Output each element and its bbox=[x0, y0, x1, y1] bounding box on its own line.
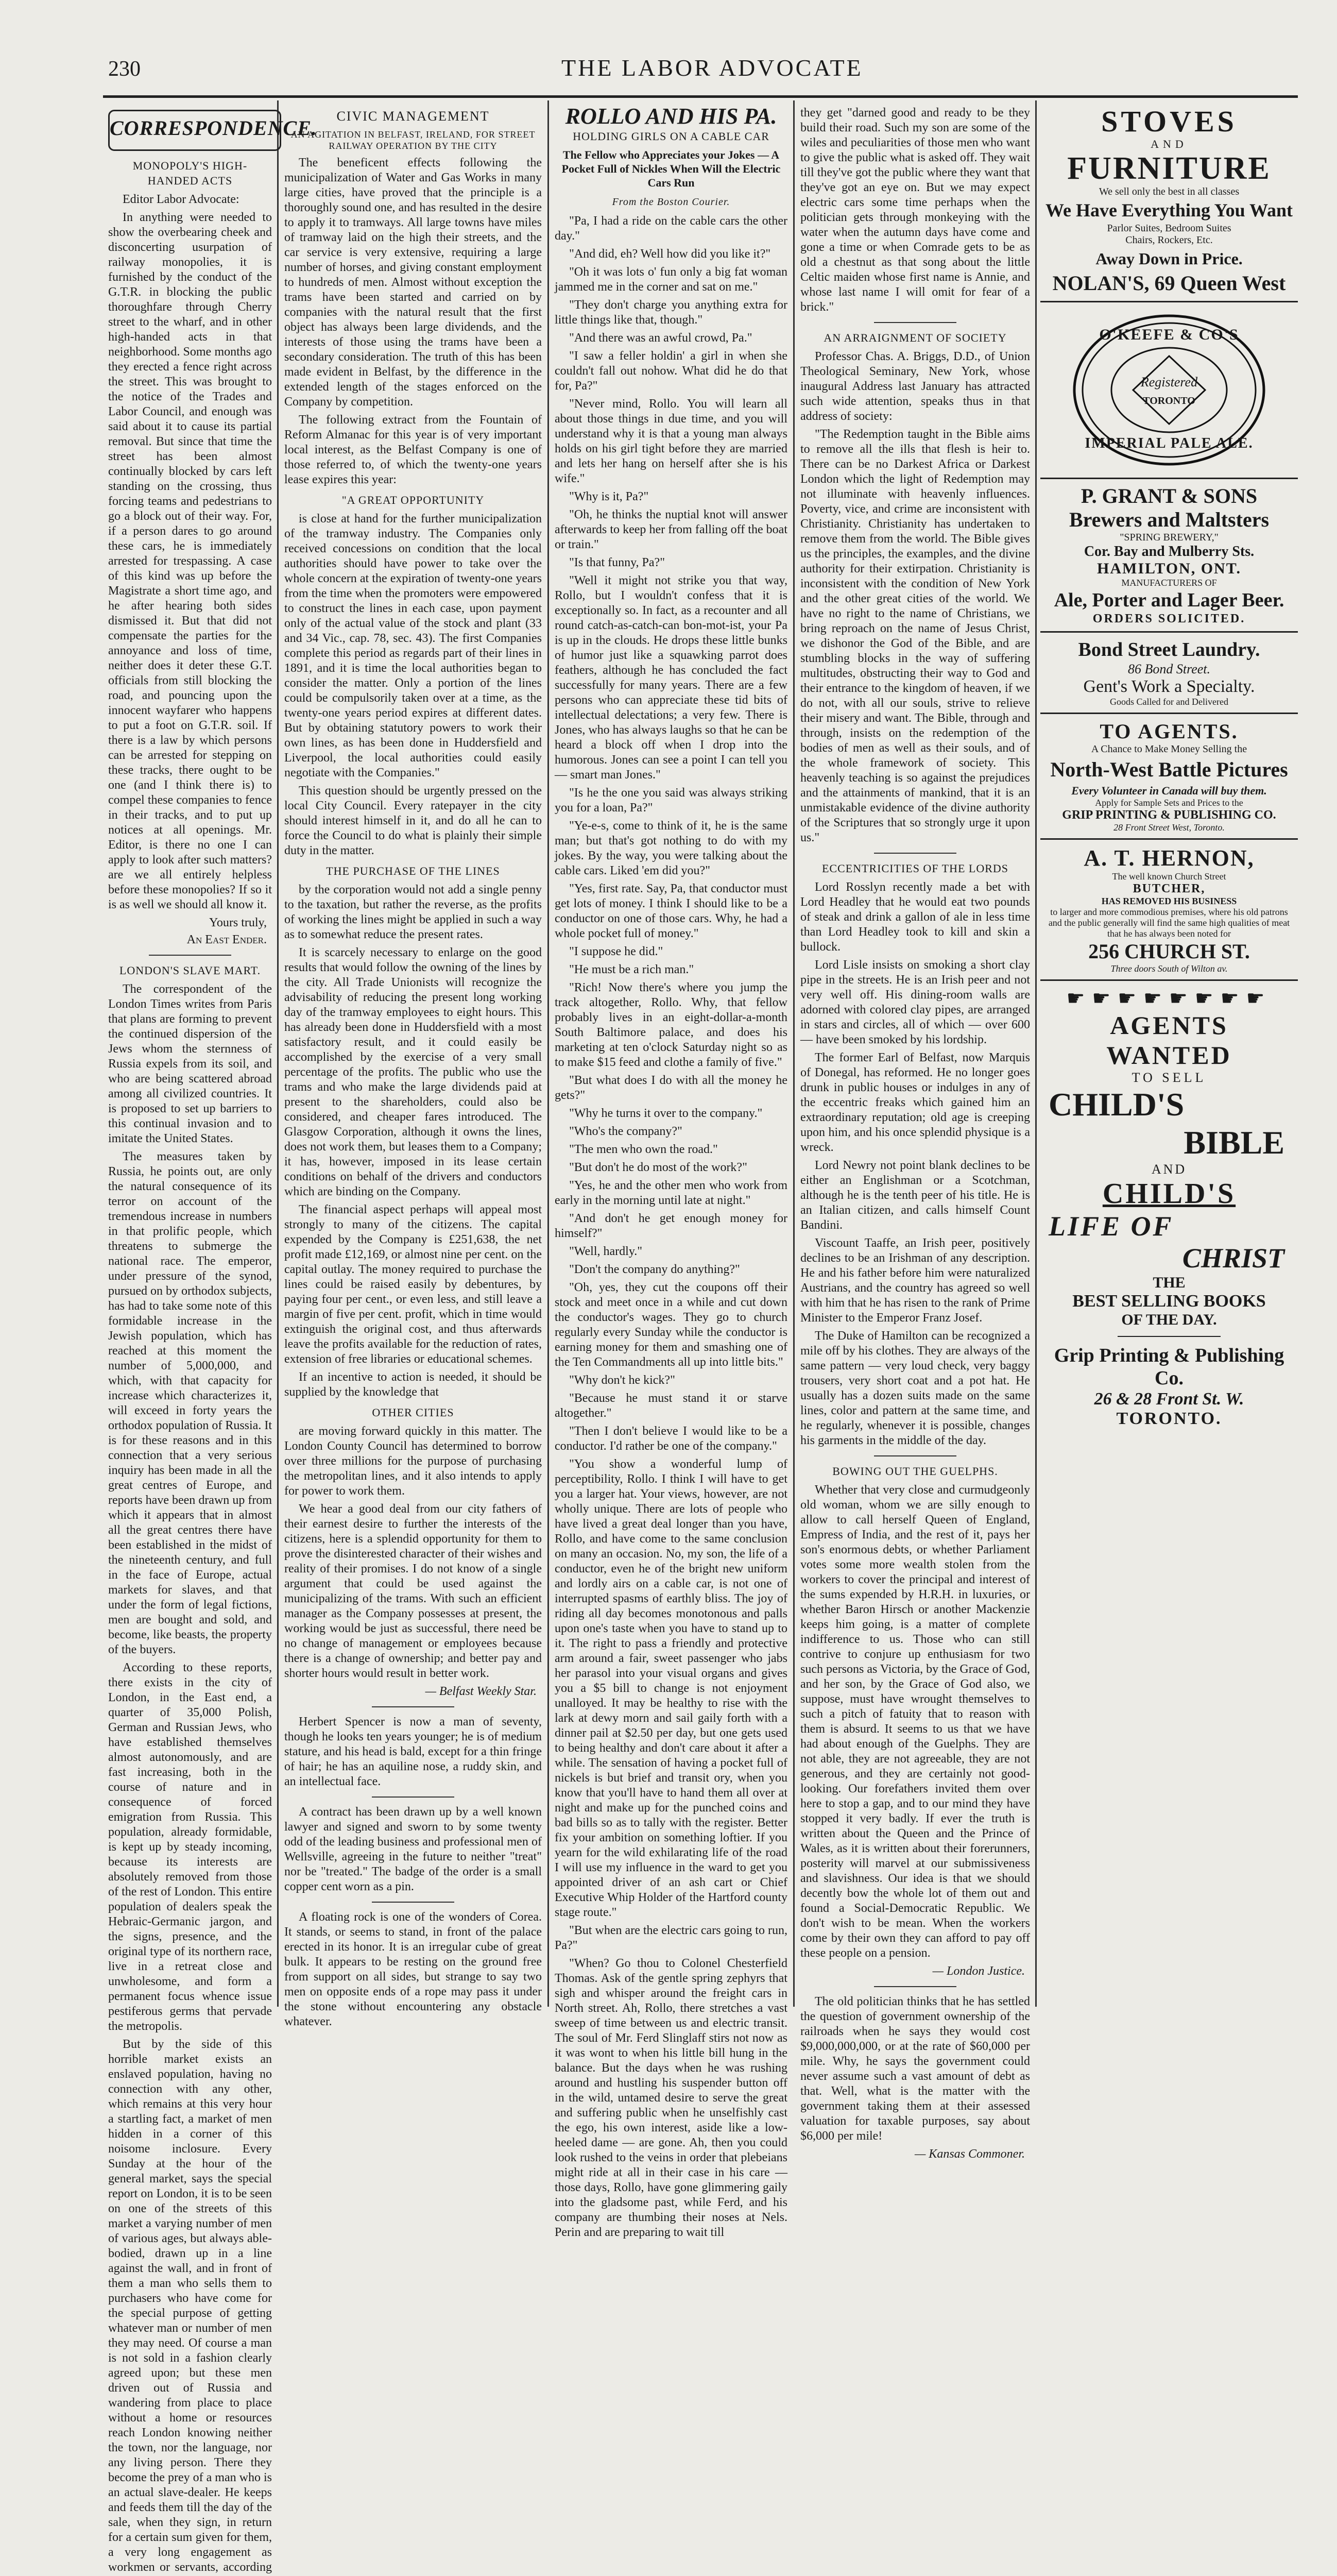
dialogue-line: "Oh, yes, they cut the coupons off their stock and meet once in a while and cut down the conductor's wages. They go to church regularly every Sunday while the conductor is earning money for them and smashing one of the Ten Commandments all up into little bits." bbox=[555, 1281, 787, 1369]
ad-address: Cor. Bay and Mulberry Sts. bbox=[1084, 544, 1255, 560]
dialogue-line: "Then I don't believe I would like to be a conductor. I'd rather be one of the company." bbox=[555, 1425, 787, 1453]
article-paragraph: The correspondent of the London Times writes from Paris that plans are forming to prevent the continued dispersion of the Jews whom the sternness of Russia expels from its soil, and who are being scattered abroad among all civilized countries. It is proposed to set up barriers to this continual invasion and to imitate the United States. bbox=[108, 982, 272, 1145]
dialogue-line: "And there was an awful crowd, Pa." bbox=[569, 331, 752, 345]
article-paragraph: A floating rock is one of the wonders of Corea. It stands, or seems to stand, in front of the palace erected in its honor. It is an irregular cube of great bulk. It appears to be resting on the ground free from support on all sides, but strange to say two men on opposite ends of a rope may pass it under the stone without encountering any obstacle whatever. bbox=[284, 1910, 542, 2028]
correspondence-logo: CORRESPONDENCE. bbox=[108, 110, 281, 151]
seal-text-middle: Registered bbox=[1140, 375, 1198, 389]
ad-text: AND bbox=[1151, 1162, 1187, 1177]
article-title: BOWING OUT THE GUELPHS. bbox=[832, 1465, 998, 1478]
ad-text: Chairs, Rockers, Etc. bbox=[1125, 234, 1213, 246]
ad-address: 28 Front Street West, Toronto. bbox=[1113, 822, 1225, 833]
ad-headline: Brewers and Maltsters bbox=[1069, 508, 1270, 531]
salutation: Editor Labor Advocate: bbox=[123, 193, 239, 206]
ad-headline: AGENTS WANTED bbox=[1106, 1011, 1232, 1070]
article-deck: The Fellow who Appreciates your Jokes — A Pocket Full of Nickles When Will the Electric Cars Run bbox=[561, 148, 781, 189]
column-2 bbox=[284, 106, 542, 2028]
page-header bbox=[108, 54, 1298, 85]
ad-text: to larger and more commodious premises, where his old patrons and the public generally will find the same high qualities of meat that he has always been noted for bbox=[1048, 907, 1290, 939]
article-source: — Kansas Commoner. bbox=[914, 2147, 1025, 2161]
column-3 bbox=[555, 104, 787, 2239]
ad-headline: TO AGENTS. bbox=[1100, 720, 1239, 743]
ad-text: "SPRING BREWERY," bbox=[1120, 532, 1219, 543]
dialogue-line: "And did, eh? Well how did you like it?" bbox=[569, 247, 771, 261]
article-paragraph: they get "darned good and ready to be they build their road. Such my son are some of the wiles and peculiarities of those men who want to give the public what is asked off. They wait till they've got the public where they want that they've got an eye on. But we may expect electric cars some time perhaps when the politician gets through monkeying with the water when the autumn days have come and gone a time or when Comrade gets to be as old a chestnut as that song about the little Celtic maiden whose first name is Annie, and whose last name I will omit for fear of a brick." bbox=[800, 106, 1030, 314]
ad-text: Parlor Suites, Bedroom Suites bbox=[1107, 223, 1231, 234]
column-divider bbox=[1035, 100, 1037, 2007]
ad-city: HAMILTON, ONT. bbox=[1097, 560, 1241, 577]
column-1 bbox=[108, 106, 317, 2574]
ad-stoves-furniture bbox=[1040, 100, 1298, 302]
dialogue-line: "Well, hardly." bbox=[569, 1245, 643, 1258]
article-subhead: "A GREAT OPPORTUNITY bbox=[341, 494, 485, 506]
ad-text: ORDERS SOLICITED. bbox=[1092, 612, 1246, 625]
header-rule bbox=[103, 95, 1298, 98]
dialogue-line: "But what does I do with all the money he gets?" bbox=[555, 1074, 787, 1102]
column-divider bbox=[277, 100, 279, 2007]
dialogue-line: "I saw a feller holdin' a girl in when she couldn't fall out nohow. What did he do that for, Pa?" bbox=[555, 349, 787, 393]
ad-okeefe-ale bbox=[1040, 302, 1298, 479]
dialogue-line: "Why is it, Pa?" bbox=[569, 490, 649, 503]
ad-headline: CHILD'S bbox=[1102, 1178, 1236, 1210]
dialogue-line: "The men who own the road." bbox=[569, 1143, 718, 1156]
dialogue-line: "Yes, first rate. Say, Pa, that conductor must get lots of money. I think I should like to be a conductor on one of those cars. Why, he had a whole pocket full of money." bbox=[555, 882, 787, 940]
dialogue-line: "Oh it was lots o' fun only a big fat woman jammed me in the corner and sat on me." bbox=[555, 265, 787, 294]
article-paragraph: Viscount Taaffe, an Irish peer, positively declines to be an Irishman of any description. He and his father before him were naturalized Austrians, and the country has agreed so well with him that he has risen to the rank of Prime Minister to the Emperor Franz Josef. bbox=[800, 1236, 1030, 1325]
divider bbox=[874, 1986, 956, 1987]
dialogue-line: "He must be a rich man." bbox=[569, 963, 694, 976]
dialogue-line: "You show a wonderful lump of perceptibility, Rollo. I think I will have to get you a larger hat. Your views, however, are not wholly unique. There are lots of people who have lived a great deal longer than you have, Rollo, and have come to the same conclusion on many an occasion. No, my son, the life of a conductor, even he of the bright new uniform and lordly airs on a cable car, is not one of interrupted spasms of earthly bliss. The joy of riding all day becomes monotonous and palls upon one's taste when you have to stand up to it. The right to pass a friendly and protective arm around a fair, sweet passenger who jabs her parasol into your visual organs and gives you a $5 bill to change is not enjoyment unalloyed. It may be healthy to rise with the lark at dewy morn and sail gaily forth with a dinner pail at $2.50 per day, but one gets used to being healthy and don't care about it after a while. The sensation of having a pocket full of nickels is but brief and transit ory, when you know that you'll have to hand them all over at night and make up for the punched coins and bad bills so as to tally with the register. Better fix your ambition on something loftier. If you yearn for the wild exhilarating life of the road I will use my influence in the ward to get you appointed driver of an ash cart or Chief Executive Whip Holder of the Hartford county stage route." bbox=[555, 1458, 787, 1919]
ad-bond-laundry bbox=[1040, 633, 1298, 714]
seal-text-bottom: IMPERIAL PALE ALE. bbox=[1085, 435, 1254, 451]
article-paragraph: Professor Chas. A. Briggs, D.D., of Union Theological Seminary, New York, whose inaugural Address last January has attracted such wide attention, speaks thus in that address of society: bbox=[800, 350, 1030, 423]
ad-text: The well known Church Street bbox=[1112, 871, 1226, 882]
dialogue-line: "When? Go thou to Colonel Chesterfield Thomas. Ask of the gentle spring zephyrs that sigh and whisper around the freight cars in North street. Ah, Rollo, there stretches a vast sweep of time between us and electric transit. The soul of Mr. Ferd Slinglaff stirs not now as it was wont to when his little bill hung in the balance. But the days when he was rushing around and hustling his suspender button off in the wild, untamed desire to serve the great and suffering public when he unselfishly cast the ego, his own interest, aside like a low-heeled dame — are gone. Ah, then you could look rushed to the veins in order that plebeians might ride at all in their case in his care — those days, Rollo, have gone glimmering gaily into the gladsome past, while Ferd, and his company are thumbing their noses at Nels. Perin and are preparing to wait till bbox=[555, 1957, 787, 2239]
article-subhead: THE PURCHASE OF THE LINES bbox=[326, 865, 500, 877]
article-paragraph: The Duke of Hamilton can be recognized a mile off by his clothes. They are always of the same pattern — very loud check, very baggy trousers, very short coat and a pot hat. He usually has a dozen suits made on the same lines, color and pattern at the same time, and he regularly, whenever it is possible, changes his garments in the middle of the day. bbox=[800, 1329, 1030, 1447]
ad-text: A Chance to Make Money Selling the bbox=[1091, 743, 1247, 755]
divider bbox=[149, 955, 231, 956]
article-title: ROLLO AND HIS PA. bbox=[565, 104, 777, 129]
ad-text: TO SELL bbox=[1132, 1070, 1207, 1085]
signature-closing: Yours truly, bbox=[209, 916, 267, 929]
ad-company: Grip Printing & Publishing Co. bbox=[1054, 1345, 1284, 1389]
ad-headline: BIBLE bbox=[1184, 1124, 1284, 1161]
advertisements-column bbox=[1040, 100, 1298, 2007]
dialogue-line: "But when are the electric cars going to run, Pa?" bbox=[555, 1924, 787, 1952]
article-deck: AN AGITATION IN BELFAST, IRELAND, FOR STREET RAILWAY OPERATION BY THE CITY bbox=[290, 129, 536, 151]
ad-hernon-butcher bbox=[1040, 840, 1298, 981]
article-paragraph: If an incentive to action is needed, it should be supplied by the knowledge that bbox=[284, 1370, 542, 1399]
dialogue-line: "Oh, he thinks the nuptial knot will answer afterwards to keep her from falling off the boat or train." bbox=[555, 508, 787, 551]
dialogue-line: "Who's the company?" bbox=[569, 1125, 682, 1138]
dialogue-line: "Why he turns it over to the company." bbox=[569, 1107, 763, 1120]
article-paragraph: The measures taken by Russia, he points out, are only the natural consequence of its terror on account of the tremendous increase in numbers in that prolific people, which threatens to submerge the national race. The emperor, under pressure of the synod, pursued on by orthodox subjects, has had to take some note of this formidable increase in the Jewish population, which has reached at this moment the number of 5,000,000, and which, with that capacity for increase which characterizes it, will exceed in forty years the orthodox population of Russia. It is for these reasons and in this connection that a very serious inquiry has been made in all the great centres of Europe, and reports have been drawn up from which it appears that in almost all the great centres there have been established in the midst of the nineteenth century, and full in the face of Europe, actual markets for slaves, and that under the form of legal fictions, men are bought and sold, and become, like beasts, the property of the buyers. bbox=[108, 1150, 272, 1656]
divider bbox=[1118, 1336, 1221, 1337]
ad-text: MANUFACTURERS OF bbox=[1121, 578, 1217, 588]
ad-text: Apply for Sample Sets and Prices to the bbox=[1095, 798, 1243, 808]
article-title: LONDON'S SLAVE MART. bbox=[119, 964, 261, 977]
dialogue-line: "But don't he do most of the work?" bbox=[569, 1161, 747, 1174]
article-paragraph: It is scarcely necessary to enlarge on the good results that would follow the owning of the lines by the city. All Trade Unionists will recognize the advisability of reducing the present long working day of the tramway employees to eight hours. This has already been done in Huddersfield with a most satisfactory result, and it could easily be accomplished by the exercise of a very small percentage of the profits. The public who use the trams and who make the large dividends paid at present to the shareholders, could also be considered, and cheaper fares introduced. The Glasgow Corporation, although it owns the lines, does not work them, but leases them to a Company; it has, however, imposed in its lease certain conditions on behalf of the drivers and conductors which are binding on the Company. bbox=[284, 946, 542, 1198]
article-source: — London Justice. bbox=[932, 1964, 1025, 1978]
article-source: — Belfast Weekly Star. bbox=[425, 1685, 537, 1698]
ad-text: BUTCHER, bbox=[1133, 882, 1206, 895]
ad-text: THE bbox=[1153, 1274, 1186, 1291]
ad-address: NOLAN'S, 69 Queen West bbox=[1052, 272, 1286, 295]
ad-text: We sell only the best in all classes bbox=[1099, 186, 1240, 197]
divider bbox=[372, 1902, 454, 1903]
ad-headline: CHILD'S bbox=[1049, 1086, 1185, 1123]
article-paragraph: The following extract from the Fountain of Reform Almanac for this year is of very important local interest, as the Belfast Company is one of those referred to, of which the twenty-one years lease expires this year: bbox=[284, 413, 542, 486]
seal-text-top: O'KEEFE & CO'S bbox=[1099, 326, 1239, 343]
article-paragraph: The former Earl of Belfast, now Marquis of Donegal, has reformed. He no longer goes drunk in public houses or indulges in any of the eccentric freaks which gained him an extraordinary reputation; old age is creeping upon him, and his once splendid physique is a wreck. bbox=[800, 1051, 1030, 1154]
article-paragraph: The financial aspect perhaps will appeal most strongly to many of the citizens. The capital expended by the Company is £251,638, the net profit made £12,169, or almost nine per cent. on the capital outlay. The money required to purchase the lines could be raised easily by debentures, by paying four per cent., or even less, and still leave a margin of five per cent. profit, which in time would extinguish the original cost, and thus afterwards leave the profits available for the reduction of rates, extension of free libraries or educational schemes. bbox=[284, 1203, 542, 1366]
article-paragraph: In anything were needed to show the overbearing cheek and disconcerting usurpation of railway monopolies, it is furnished by the conduct of the G.T.R. in blocking the public thoroughfare through Cherry street to the wharf, and in other high-handed acts in that neighborhood. Some months ago they erected a fence right across the street. This was brought to the notice of the Trades and Labor Council, and enough was said about it to cause its partial removal. But since that time the street has been almost continually blocked by cars left standing on the crossing, thus forcing teams and pedestrians to go a block out of their way. For, if a person dares to go around these cars, he is immediately arrested for trespassing. A case of this kind was up before the Magistrate a short time ago, and he after hearing both sides dismissed it. But that did not compensate the parties for the annoyance and loss of time, neither does it deter these G.T. officials from still blocking the road, and pouncing upon the innocent wayfarer who happens to put a foot on G.T.R. soil. If there is a law by which persons can be arrested for stepping on these tracks, there ought to be one (and I think there is) to compel these companies to fence in their tracks, and to put up notices at all openings. Mr. Editor, is there no one I can apply to look after such matters? are we all entirely helpless before these monopolies? If so it is as well we should all know it. bbox=[108, 211, 272, 911]
ad-headline: STOVES bbox=[1101, 105, 1237, 138]
article-title: ECCENTRICITIES OF THE LORDS bbox=[821, 862, 1009, 875]
dialogue-line: "Yes, he and the other men who work from early in the morning until late at night." bbox=[555, 1179, 787, 1207]
ad-headline: CHRIST bbox=[1182, 1243, 1284, 1274]
ad-company: GRIP PRINTING & PUBLISHING CO. bbox=[1062, 808, 1276, 822]
article-source: From the Boston Courier. bbox=[612, 196, 730, 208]
ad-text: HAS REMOVED HIS BUSINESS bbox=[1101, 896, 1237, 906]
dialogue-line: "Is that funny, Pa?" bbox=[569, 556, 665, 569]
dialogue-line: "Ye-e-s, come to think of it, he is the same man; but that's got nothing to do with my jokes. By the way, you were talking about the cable cars. Liked 'em did you?" bbox=[555, 819, 787, 877]
article-paragraph: We hear a good deal from our city fathers of their earnest desire to further the interests of the citizens, here is a splendid opportunity for them to prove the disinterested character of their wishes and reality of their promises. I do not know of a single argument that could be used against the municipalizing of the trams. With such an efficient manager as the Company possesses at present, the working would be just as successful, there need be no change of management or employees because there is a change of ownership; and better pay and shorter hours would result in better work. bbox=[284, 1502, 542, 1680]
page-number: 230 bbox=[108, 57, 141, 81]
article-paragraph: Whether that very close and curmudgeonly old woman, whom we are silly enough to allow to call herself Queen of England, Empress of India, and the rest of it, pays her son's enormous debts, or whether Parliament votes some more wealth stolen from the workers to cover the principal and interest of the sums expended by H.R.H. in luxuries, or whether Baron Hirsch or another Mackenzie keeps him going, is a matter of complete indifference to us. Those who can still contrive to conjure up enthusiasm for two such persons as Victoria, by the Grace of God, and her son, by the Grace of God also, we suppose, must have wrought themselves to such a pitch of fatuity that to reason with them is absurd. It seems to us that we have had about enough of the Guelphs. They are not able, they are not agreeable, they are not generous, and they are certainly not good-looking. Our forefathers invited them over here to stop a gap, and to our mind they have stopped it very badly. If ever the truth is written about the Queen and the Prince of Wales, as it is written about their forerunners, posterity will marvel at our submissiveness and slavishness. Our idea is that we should decently bow the whole lot of them out and found a Social-Democratic Republic. We don't wish to be mean. When the workers come by their own they can afford to pay off these people on a pension. bbox=[800, 1483, 1030, 1960]
article-paragraph: This question should be urgently pressed on the local City Council. Every ratepayer in the city should interest himself in it, and do all he can to force the Council to do what is plainly their simple duty in the matter. bbox=[284, 784, 542, 857]
divider bbox=[874, 853, 956, 854]
article-paragraph: The old politician thinks that he has settled the question of government ownership of the railroads when he says they would cost $9,000,000,000, or at the rate of $60,000 per mile. Why, he says the government could never assume such a vast amount of debt as that. Well, what is the matter with the government taking them at their assessed valuation for taxable purposes, say about $6,000 per mile! bbox=[800, 1995, 1030, 2143]
article-paragraph: But by the side of this horrible market exists an enslaved population, having no connection with any other, which remains at this very hour a startling fact, a market of men hidden in a corner of this noisome inclosure. Every Sunday at the hour of the general market, says the special report on London, it is to be seen on one of the streets of this market a varying number of men of various ages, but always able-bodied, drawn up in a line against the wall, and in front of them a man who sells them to purchasers who have come for the special purpose of getting whatever man or number of men they may need. Of course a man is not sold in a fashion clearly agreed upon; but these men driven out of Russia and wandering from place to place without a home or resources reach London knowing neither the town, nor the language, nor any living person. There they become the prey of a man who is an actual slave-dealer. He keeps and feeds them till the day of the sale, when they sign, in return for a certain sum given for them, a very long engagement as workmen or servants, according bbox=[108, 2038, 272, 2574]
dialogue-line: "Don't the company do anything?" bbox=[569, 1263, 740, 1276]
ad-childs-bible bbox=[1040, 981, 1298, 1434]
ad-tagline: OF THE DAY. bbox=[1121, 1311, 1217, 1328]
dialogue-line: "Why don't he kick?" bbox=[569, 1374, 675, 1387]
ad-tagline: Gent's Work a Specialty. bbox=[1083, 677, 1255, 696]
article-title: MONOPOLY'S HIGH-HANDED ACTS bbox=[132, 159, 248, 187]
ad-tagline: BEST SELLING BOOKS bbox=[1072, 1292, 1266, 1311]
article-title: AN ARRAIGNMENT OF SOCIETY bbox=[824, 331, 1007, 344]
divider bbox=[372, 1797, 454, 1798]
ad-headline: Ale, Porter and Lager Beer. bbox=[1054, 589, 1284, 611]
article-paragraph: "The Redemption taught in the Bible aims to remove all the ills that flesh is heir to. There can be no Darkest Africa or Darkest London which the light of Redemption may not illuminate with heavenly influences. Poverty, vice, and crime are inconsistent with Christianity. Christianity has undertaken to remove them from the world. The Bible gives us the principles, the examples, and the divine authority for their extirpation. Christianity is inconsistent with the condition of New York and the other great cities of the world. We have no right to the name of Christians, we bring reproach on the name of Jesus Christ, we dishonor the God of the Bible, and are stumbling blocks in the way of suffering multitudes, obstructing their way to God and their entrance to the kingdom of heaven, if we do not, with all our souls, strive to relieve their misery and want. The Bible, through and through, insists on the redemption of the bodies of men as well as their souls, and of the whole framework of society. This heavenly teaching is so against the prejudices and the attainments of mankind, that it is an unmistakable evidence of the divine authority of the Scriptures that so strongly urge it upon us." bbox=[800, 428, 1030, 844]
column-4 bbox=[800, 106, 1030, 2161]
signature-name: An East Ender. bbox=[186, 933, 267, 946]
divider bbox=[372, 1706, 454, 1707]
dialogue-line: "Well it might not strike you that way, Rollo, but I wouldn't confess that it is exceptionally so. In fact, as a recounter and all round catch-as-catch-can bon-mot-ist, your Pa is up in the clouds. He drops these little bunks of humor just like a squawking parrot does feathers, although he has concluded the fact successfully for many years. There are a few persons who can appreciate these tid bits of intellectual delectations; a very few. There is Jones, who has always laughs so that he can be heard a block off when I drop into the humorous. Jones can see a point I can tell you — smart man Jones." bbox=[555, 574, 787, 782]
divider bbox=[874, 1455, 956, 1456]
article-deck: HOLDING GIRLS ON A CABLE CAR bbox=[573, 130, 769, 143]
dialogue-line: "Pa, I had a ride on the cable cars the other day." bbox=[555, 214, 787, 243]
ad-tagline: We Have Everything You Want bbox=[1045, 200, 1293, 221]
ad-address: 26 & 28 Front St. W. bbox=[1094, 1389, 1244, 1409]
ad-tagline: Every Volunteer in Canada will buy them. bbox=[1071, 784, 1267, 797]
ad-tagline: Away Down in Price. bbox=[1095, 249, 1243, 268]
dialogue-line: "And don't he get enough money for himself?" bbox=[555, 1212, 787, 1240]
article-paragraph: According to these reports, there exists in the city of London, in the East end, a quarter of 35,000 Polish, German and Russian Jews, who have established themselves almost autonomously, and are fast increasing, both in the course of nature and in consequence of forced emigration from Russia. This population, already formidable, is kept up by steady incoming, because its interests are absolutely removed from those of the rest of London. This entire population of dealers speak the Hebraic-Germanic jargon, and the signs, presence, and the original type of its northern race, live in a retreat close and unwholesome, and form a permanent focus whence issue pestiferous germs that pervade the metropolis. bbox=[108, 1661, 272, 2033]
article-paragraph: A contract has been drawn up by a well known lawyer and signed and sworn to by some twenty odd of the leading business and professional men of Wellsville, agreeing in the future to neither "treat" nor be "treated." The badge of the order is a small copper cent worn as a pin. bbox=[284, 1805, 542, 1893]
article-paragraph: are moving forward quickly in this matter. The London County Council has determined to borrow over three millions for the purpose of purchasing the metropolitan lines, and it also intends to apply for power to work them. bbox=[284, 1425, 542, 1498]
article-title: CIVIC MANAGEMENT bbox=[336, 109, 490, 124]
pointing-hands-icon: ☛☛☛☛☛☛☛☛ bbox=[1066, 987, 1272, 1010]
article-paragraph: Lord Lisle insists on smoking a short clay pipe in the streets. He is an Irish peer and not very well off. His dining-room walls are adorned with colored clay pipes, are arranged in stars and circles, all of which — over 600 — have been smoked by his lordship. bbox=[800, 958, 1030, 1046]
ad-address: 256 CHURCH ST. bbox=[1088, 940, 1250, 963]
ad-headline: A. T. HERNON, bbox=[1084, 845, 1255, 871]
ad-grant-brewers bbox=[1040, 479, 1298, 633]
article-paragraph: Lord Newry not point blank declines to be either an Englishman or a Scotchman, although he is the tenth peer of his title. He is an Italian citizen, and calls himself Count Bandini. bbox=[800, 1159, 1030, 1232]
dialogue-line: "Is he the one you said was always striking you for a loan, Pa?" bbox=[555, 786, 787, 815]
dialogue-line: "Because he must stand it or starve altogether." bbox=[555, 1392, 787, 1420]
newspaper-title: THE LABOR ADVOCATE bbox=[561, 55, 863, 81]
okeefe-seal bbox=[1071, 313, 1267, 467]
dialogue-line: "They don't charge you anything extra for little things like that, though." bbox=[555, 298, 787, 327]
article-paragraph: The beneficent effects following the municipalization of Water and Gas Works in many large cities, have proved that the principle is a thoroughly sound one, and has resulted in the desire to apply it to tramways. All large towns have miles of tramway laid on the high their streets, and the car service is very extensive, requiring a large number of horses, and giving constant employment to hundreds of men. Almost without exception the trams have been started and carried on by companies with the natural result that the first object has always been large dividends, and the interests of those using the trams have been a secondary consideration. The truth of this has been made evident in Belfast, by the difference in the extended length of the stages enforced on the Company by competition. bbox=[284, 156, 542, 409]
ad-city: TORONTO. bbox=[1116, 1409, 1222, 1428]
dialogue-line: "Rich! Now there's where you jump the track altogether, Rollo. Why, that fellow probably lives in an eight-dollar-a-month South Baltimore palace, and does his marketing at ten o'clock Saturday night so as to make $15 feed and clothe a family of five." bbox=[555, 981, 787, 1069]
ad-address: 86 Bond Street. bbox=[1127, 662, 1211, 676]
ad-headline: FURNITURE bbox=[1067, 151, 1271, 186]
divider bbox=[874, 322, 956, 323]
article-paragraph: Herbert Spencer is now a man of seventy, though he looks ten years younger; he is of medium stature, and his head is bald, except for a thin fringe of hair; he has an aquiline nose, a ruddy skin, and an intellectual face. bbox=[284, 1715, 542, 1788]
column-divider bbox=[547, 100, 549, 2007]
ad-battle-pictures bbox=[1040, 714, 1298, 840]
article-paragraph: Lord Rosslyn recently made a bet with Lord Headley that he would eat two pounds of steak and drink a gallon of ale in less time than Lord Headley took to kill and skin a bullock. bbox=[800, 880, 1030, 954]
ad-text: Three doors South of Wilton av. bbox=[1110, 963, 1228, 974]
ad-text: AND bbox=[1151, 138, 1188, 150]
ad-headline: North-West Battle Pictures bbox=[1050, 758, 1288, 781]
ad-headline: Bond Street Laundry. bbox=[1078, 639, 1260, 660]
ad-headline: LIFE OF bbox=[1049, 1211, 1174, 1242]
ad-headline: P. GRANT & SONS bbox=[1081, 484, 1258, 507]
ad-text: Goods Called for and Delivered bbox=[1110, 697, 1228, 707]
dialogue-line: "I suppose he did." bbox=[569, 945, 663, 958]
article-paragraph: is close at hand for the further municipalization of the tramway industry. The Companies only received concessions on condition that the local authorities should have power to take over the whole concern at the expiration of twenty-one years from the time when the promoters were empowered to construct the lines in each case, upon payment only of the actual value of the stock and plant (33 and 34 Vic., cap. 78, sec. 43). The first Companies complete this period as regards part of their lines in 1891, and it is time the local authorities began to consider the matter. Only a portion of the lines could be compulsorily taken over at a time, as the twenty-one years period expires at different dates. But by obtaining statutory powers to work their own lines, as has been done in Huddersfield and Liverpool, the local authorities could easily negotiate with the Companies." bbox=[284, 512, 542, 779]
seal-text-city: TORONTO bbox=[1143, 395, 1195, 406]
article-subhead: OTHER CITIES bbox=[372, 1406, 454, 1419]
dialogue-line: "Never mind, Rollo. You will learn all about those things in due time, and you will understand why it is that a young man always holds on his girl tight before they are married and lets her hang on herself after she is his wife." bbox=[555, 397, 787, 485]
article-paragraph: by the corporation would not add a single penny to the taxation, but rather the reverse, as the profits of working the lines might be applied in such a way as to somewhat reduce the present rates. bbox=[284, 883, 542, 941]
column-divider bbox=[793, 100, 795, 2007]
